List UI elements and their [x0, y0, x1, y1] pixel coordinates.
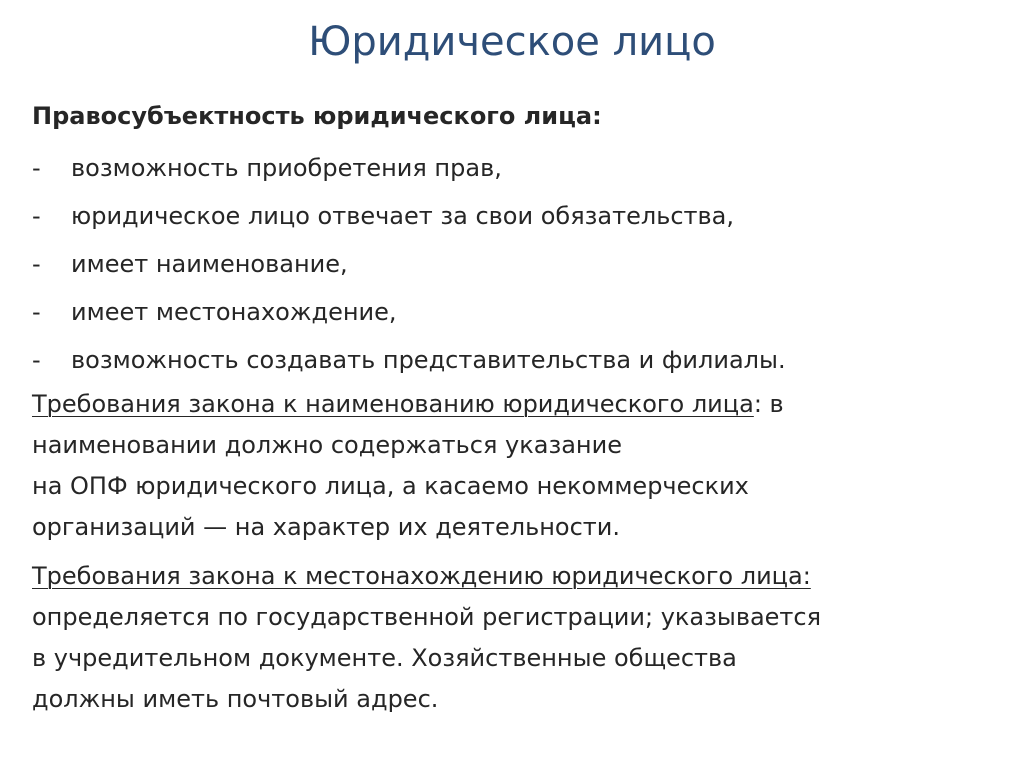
location-requirements-text: определяется по государственной регистрации; указывается [32, 603, 822, 631]
dash-marker: - [32, 154, 41, 182]
location-requirements-text: в учредительном документе. Хозяйственные общества [32, 644, 737, 672]
legal-capacity-list [32, 144, 992, 384]
slide-content [32, 94, 992, 720]
list-item [32, 144, 992, 192]
dash-marker: - [32, 346, 41, 374]
slide-title: Юридическое лицо [308, 19, 716, 65]
name-requirements-first-line [32, 384, 992, 425]
name-requirements-text: организаций — на характер их деятельности. [32, 513, 620, 541]
list-item [32, 336, 992, 384]
name-requirements-text: на ОПФ юридического лица, а касаемо некоммерческих [32, 472, 749, 500]
dash-marker: - [32, 298, 41, 326]
name-requirements-label: Требования закона к наименованию юридического лица [32, 390, 754, 418]
list-item [32, 288, 992, 336]
list-item-text: возможность создавать представительства и филиалы. [71, 346, 786, 374]
list-item [32, 240, 992, 288]
name-requirements-text: : в [753, 390, 784, 418]
location-requirements-text: должны иметь почтовый адрес. [32, 685, 439, 713]
location-requirements-label: Требования закона к местонахождению юридического лица: [32, 562, 811, 590]
list-item-text: возможность приобретения прав, [71, 154, 502, 182]
list-item-text: имеет местонахождение, [71, 298, 397, 326]
legal-capacity-heading: Правосубъектность юридического лица: [32, 102, 602, 130]
list-item-text: юридическое лицо отвечает за свои обязательства, [71, 202, 734, 230]
list-item [32, 192, 992, 240]
name-requirements-paragraph [32, 384, 992, 548]
name-requirements-text: наименовании должно содержаться указание [32, 431, 622, 459]
dash-marker: - [32, 202, 41, 230]
dash-marker: - [32, 250, 41, 278]
location-requirements-paragraph [32, 556, 992, 720]
list-item-text: имеет наименование, [71, 250, 348, 278]
